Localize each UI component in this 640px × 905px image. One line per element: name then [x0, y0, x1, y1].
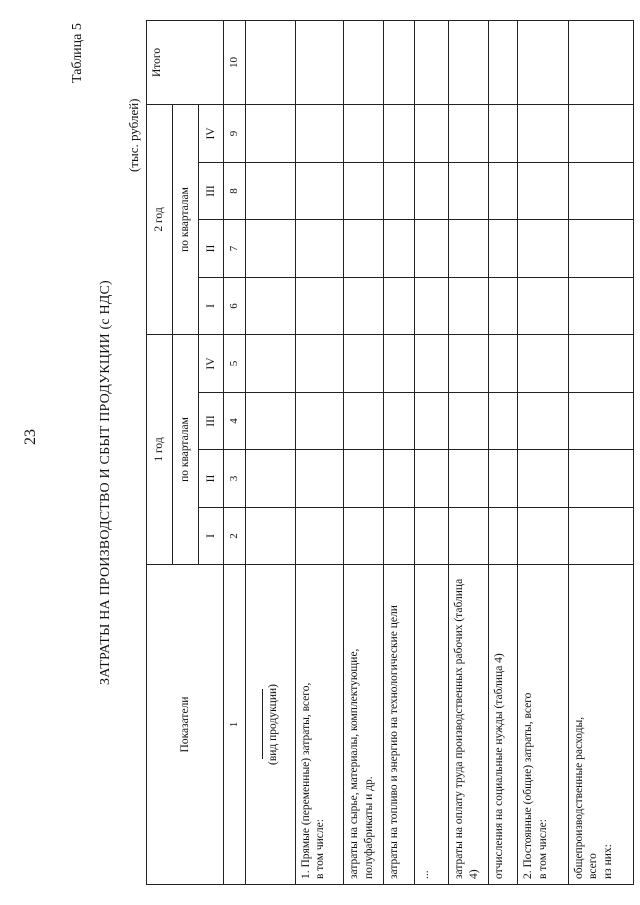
table-row — [449, 20, 489, 884]
table-row — [489, 20, 518, 884]
value-cell — [489, 162, 518, 219]
quarter-header: III — [198, 162, 224, 219]
indicator-cell — [489, 565, 518, 885]
value-cell — [518, 277, 568, 334]
column-number: 5 — [224, 334, 245, 392]
table-row — [518, 20, 568, 884]
value-cell — [414, 334, 449, 392]
value-cell — [449, 334, 489, 392]
value-cell — [344, 20, 384, 104]
value-cell — [414, 277, 449, 334]
quarter-header: II — [198, 450, 224, 508]
costs-table — [146, 20, 634, 885]
value-cell — [296, 450, 344, 508]
table-row — [344, 20, 384, 884]
indicator-cell — [384, 565, 414, 885]
indicator-text: затраты на топливо и энергию на технологические цели — [388, 605, 401, 879]
indicator-text: 1. Прямые (переменные) затраты, всего, — [300, 682, 312, 879]
product-type-label: (вид продукции) — [266, 684, 279, 765]
value-cell — [384, 393, 414, 450]
indicator-cell — [568, 565, 633, 885]
value-cell — [296, 219, 344, 277]
value-cell — [384, 334, 414, 392]
value-cell — [414, 508, 449, 565]
indicator-cell — [518, 565, 568, 885]
value-cell — [518, 162, 568, 219]
value-cell — [344, 450, 384, 508]
value-cell — [489, 450, 518, 508]
value-cell — [568, 508, 633, 565]
indicator-text: общепроизводственные расходы, — [572, 716, 585, 879]
quarter-header: IV — [198, 104, 224, 162]
indicator-cell — [344, 565, 384, 885]
value-cell — [384, 277, 414, 334]
indicator-text: затраты на сырье, материалы, комплектующие, полуфабрикаты и др. — [348, 648, 375, 879]
value-cell — [384, 20, 414, 104]
value-cell — [296, 20, 344, 104]
value-cell — [296, 104, 344, 162]
value-cell — [344, 334, 384, 392]
value-cell — [449, 104, 489, 162]
table-row — [568, 20, 633, 884]
value-cell — [518, 508, 568, 565]
indicator-text: ... — [418, 870, 431, 879]
value-cell — [518, 219, 568, 277]
value-cell — [449, 20, 489, 104]
indicator-text: 2. Постоянные (общие) затраты, всего — [522, 692, 535, 879]
value-cell — [489, 393, 518, 450]
product-row — [245, 20, 295, 884]
value-cell — [344, 277, 384, 334]
column-number-row — [224, 20, 245, 884]
table-label: Таблица 5 — [70, 23, 85, 83]
indicator-cell — [449, 565, 489, 885]
value-cell — [518, 450, 568, 508]
column-number: 1 — [224, 565, 245, 885]
value-cell — [384, 508, 414, 565]
value-cell — [489, 219, 518, 277]
value-cell — [296, 334, 344, 392]
column-number: 6 — [224, 277, 245, 334]
value-cell — [568, 450, 633, 508]
value-cell — [414, 219, 449, 277]
value-cell — [414, 450, 449, 508]
value-cell — [449, 450, 489, 508]
indicator-text: отчисления на социальные нужды (таблица 4) — [493, 653, 506, 879]
column-number: 3 — [224, 450, 245, 508]
value-cell — [296, 393, 344, 450]
quarter-header: III — [198, 393, 224, 450]
value-cell — [384, 162, 414, 219]
header-by-quarters-1: по кварталам — [172, 334, 198, 564]
quarter-header: I — [198, 508, 224, 565]
quarter-header: II — [198, 219, 224, 277]
indicator-text: в том числе: — [314, 819, 327, 879]
value-cell — [344, 162, 384, 219]
value-cell — [384, 219, 414, 277]
header-year-1: 1 год — [147, 334, 173, 564]
value-cell — [489, 508, 518, 565]
value-cell — [518, 20, 568, 104]
value-cell — [568, 104, 633, 162]
value-cell — [344, 393, 384, 450]
column-number: 7 — [224, 219, 245, 277]
value-cell — [518, 393, 568, 450]
header-total: Итого — [147, 20, 224, 104]
value-cell — [568, 219, 633, 277]
product-type-cell — [245, 565, 295, 885]
quarter-header: I — [198, 277, 224, 334]
value-cell — [384, 450, 414, 508]
value-cell — [296, 277, 344, 334]
indicator-cell — [414, 565, 449, 885]
indicator-text: затраты на оплату труда производственных рабочих (таблица 4) — [453, 578, 480, 879]
header-indicators: Показатели — [147, 565, 224, 885]
value-cell — [568, 393, 633, 450]
value-cell — [568, 162, 633, 219]
column-number: 4 — [224, 393, 245, 450]
column-number: 8 — [224, 162, 245, 219]
value-cell — [414, 393, 449, 450]
product-blank-line — [262, 690, 263, 760]
header-by-quarters-2: по кварталам — [172, 104, 198, 334]
indicator-text: из них: — [601, 844, 614, 879]
value-cell — [384, 104, 414, 162]
value-cell — [414, 104, 449, 162]
unit-note: (тыс. рублей) — [126, 98, 141, 172]
page-number: 23 — [22, 429, 39, 445]
value-cell — [449, 162, 489, 219]
value-cell — [344, 508, 384, 565]
value-cell — [296, 162, 344, 219]
quarter-header: IV — [198, 334, 224, 392]
column-number: 10 — [224, 20, 245, 104]
value-cell — [449, 508, 489, 565]
value-cell — [489, 334, 518, 392]
value-cell — [518, 334, 568, 392]
value-cell — [568, 277, 633, 334]
value-cell — [344, 104, 384, 162]
value-cell — [489, 277, 518, 334]
value-cell — [449, 393, 489, 450]
column-number: 9 — [224, 104, 245, 162]
value-cell — [344, 219, 384, 277]
value-cell — [449, 219, 489, 277]
value-cell — [414, 20, 449, 104]
table-row — [296, 20, 344, 884]
table-row — [414, 20, 449, 884]
value-cell — [568, 334, 633, 392]
value-cell — [518, 104, 568, 162]
value-cell — [489, 20, 518, 104]
indicator-text: в том числе: — [536, 819, 549, 879]
indicator-text: всего — [587, 853, 600, 879]
document-title: ЗАТРАТЫ НА ПРОИЗВОДСТВО И СБЫТ ПРОДУКЦИИ (с НДС) — [98, 280, 113, 685]
value-cell — [296, 508, 344, 565]
header-year-2: 2 год — [147, 104, 173, 334]
indicator-cell — [296, 565, 344, 885]
column-number: 2 — [224, 508, 245, 565]
value-cell — [568, 20, 633, 104]
value-cell — [414, 162, 449, 219]
value-cell — [449, 277, 489, 334]
value-cell — [489, 104, 518, 162]
table-row — [384, 20, 414, 884]
